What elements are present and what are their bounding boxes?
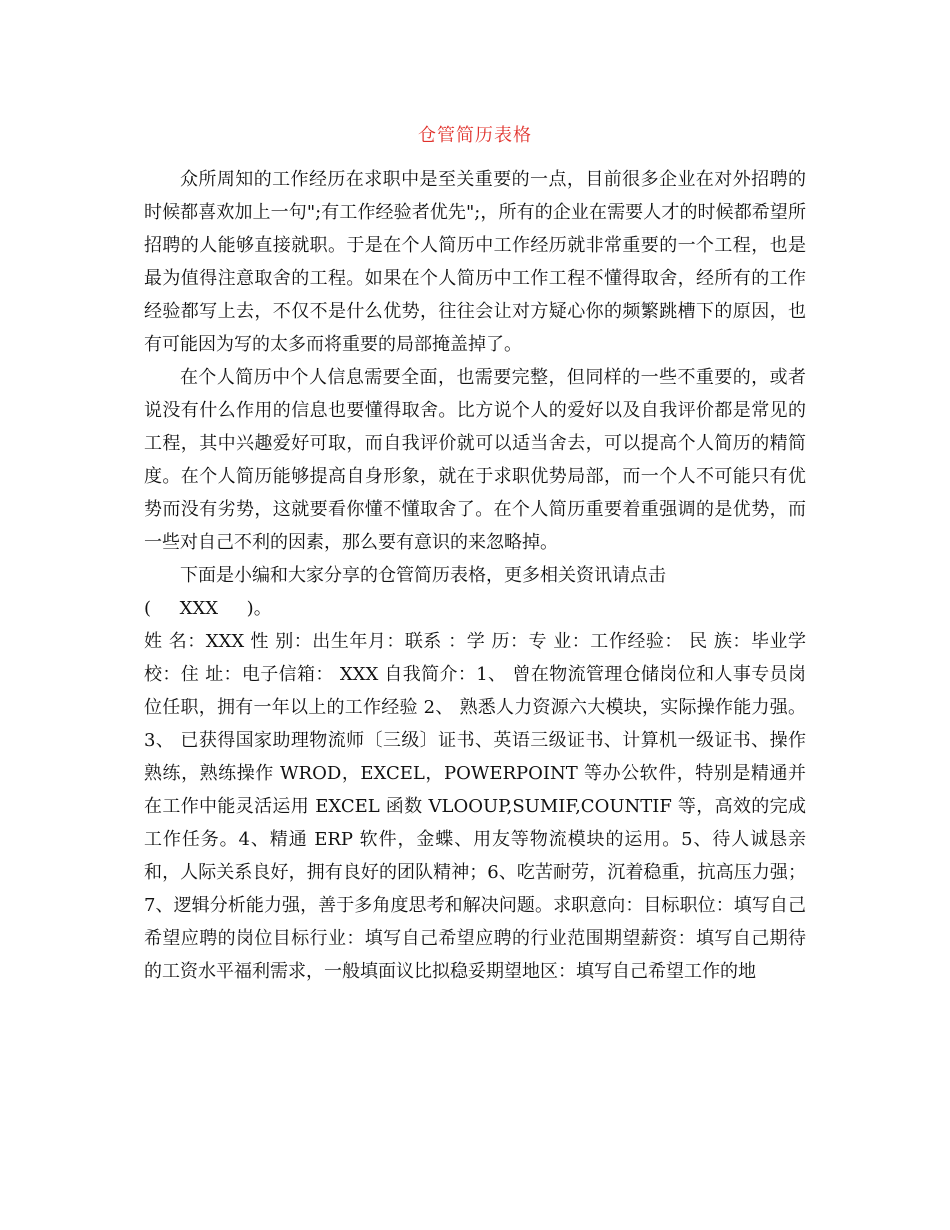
document-body — [144, 163, 806, 988]
intro-paragraph: 众所周知的工作经历在求职中是至关重要的一点，目前很多企业在对外招聘的时候都喜欢加上一句";有工作经验者优先";，所有的企业在需要人才的时候都希望所招聘的人能够直接就职。于是在个人简历中工作经历就非常重要的一个工程，也是最为值得注意取舍的工程。如果在个人简历中工作工程不懂得取舍，经所有的工作经验都写上去，不仅不是什么优势，往往会让对方疑心你的频繁跳槽下的原因，也有可能因为写的太多而将重要的局部掩盖掉了。 — [144, 169, 806, 355]
document-title: 仓管简历表格 — [418, 125, 532, 146]
link-placeholder[interactable]: ( XXX )。 — [144, 598, 272, 619]
personal-info-paragraph: 在个人简历中个人信息需要全面，也需要完整，但同样的一些不重要的，或者说没有什么作用的信息也要懂得取舍。比方说个人的爱好以及自我评价都是常见的工程，其中兴趣爱好可取，而自我评价就可以适当舍去，可以提高个人简历的精简度。在个人简历能够提高自身形象，就在于求职优势局部，而一个人不可能只有优势而没有劣势，这就要看你懂不懂取舍了。在个人简历重要着重强调的是优势，而一些对自己不利的因素，那么要有意识的来忽略掉。 — [144, 367, 806, 553]
resume-content: 姓 名：XXX 性 别：出生年月：联系 ：学 历：专 业：工作经验： 民 族：毕业学校：住 址：电子信箱： XXX 自我简介：1、 曾在物流管理仓储岗位和人事专员岗位任职，拥有一年以上的工作经验 2、 熟悉人力资源六大模块，实际操作能力强。3、 已获得国家助理物流师〔三级〕证书、英语三级证书、计算机一级证书、操作熟练，熟练操作 WROD，EXCEL，POWERPOINT 等办公软件，特别是精通并在工作中能灵活运用 EXCEL 函数 VLOOUP,SUMIF,COUNTIF 等，高效的完成工作任务。4、精通 ERP 软件，金蝶、用友等物流模块的运用。5、待人诚恳亲和，人际关系良好，拥有良好的团队精神；6、吃苦耐劳，沉着稳重，抗高压力强；7、逻辑分析能力强，善于多角度思考和解决问题。求职意向：目标职位：填写自己希望应聘的岗位目标行业：填写自己希望应聘的行业范围期望薪资：填写自己期待的工资水平福利需求，一般填面议比拟稳妥期望地区：填写自己希望工作的地 — [144, 631, 806, 982]
document-page — [144, 0, 806, 1230]
share-paragraph: 下面是小编和大家分享的仓管简历表格，更多相关资讯请点击 — [180, 565, 666, 586]
